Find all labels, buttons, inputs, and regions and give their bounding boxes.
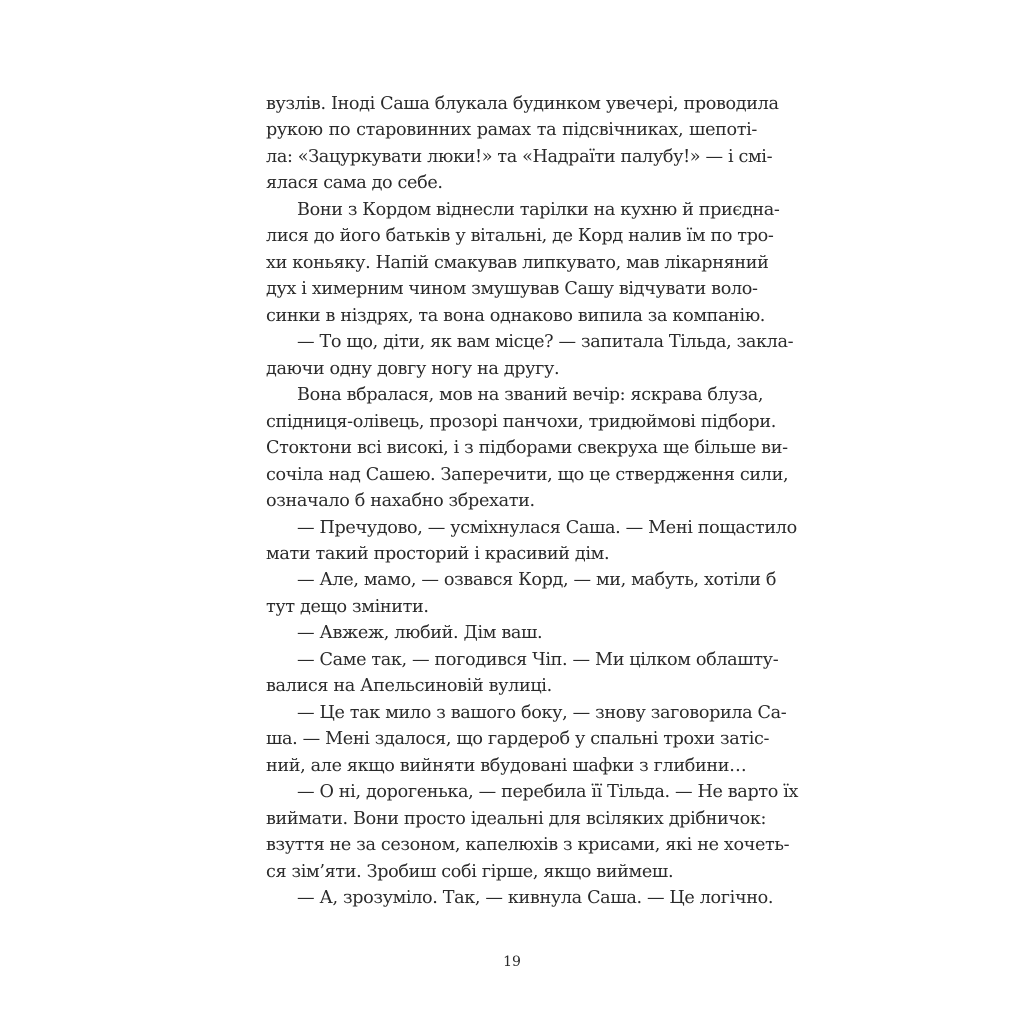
text-line: ша. — Мені здалося, що гардероб у спальні трохи затіс- — [266, 729, 770, 750]
text-line: спідниця-олівець, прозорі панчохи, тридюймові підбори. — [266, 411, 776, 432]
text-line: Вони з Кордом віднесли тарілки на кухню й приєдна- — [297, 199, 780, 220]
text-line: означало б нахабно збрехати. — [266, 491, 535, 512]
paragraph — [266, 700, 787, 779]
text-line: ла: «Зацуркувати люки!» та «Надраїти палубу!» — і смі- — [266, 146, 773, 167]
text-line: тут дещо змінити. — [266, 596, 429, 617]
text-line: ний, але якщо вийняти вбудовані шафки з глибини… — [266, 755, 747, 776]
paragraph — [266, 647, 779, 700]
text-line: — То що, діти, як вам місце? — запитала Тільда, закла- — [297, 332, 794, 353]
text-line: хи коньяку. Напій смакував липкувато, мав лікарняний — [266, 252, 769, 273]
text-line: — Це так мило з вашого боку, — знову заговорила Са- — [297, 702, 787, 723]
text-line: ся зім’яти. Зробиш собі гірше, якщо виймеш. — [266, 861, 674, 882]
text-line: — Авжеж, любий. Дім ваш. — [297, 623, 543, 644]
text-line: рукою по старовинних рамах та підсвічниках, шепоті- — [266, 120, 757, 141]
text-line: даючи одну довгу ногу на другу. — [266, 358, 560, 379]
text-line: — Але, мамо, — озвався Корд, — ми, мабуть, хотіли б — [297, 570, 777, 591]
paragraph — [266, 197, 780, 329]
paragraph — [266, 567, 777, 620]
text-line: взуття не за сезоном, капелюхів з крисами, які не хочеть- — [266, 835, 790, 856]
paragraph — [266, 779, 799, 885]
text-line: виймати. Вони просто ідеальні для всіляких дрібничок: — [266, 808, 767, 829]
text-line: Стоктони всі високі, і з підборами свекруха ще більше ви- — [266, 438, 788, 459]
paragraph — [266, 620, 757, 646]
text-line: мати такий просторий і красивий дім. — [266, 543, 610, 564]
text-line: — А, зрозуміло. Так, — кивнула Саша. — Це логічно. — [297, 888, 774, 909]
paragraph — [266, 91, 779, 197]
page-number: 19 — [503, 954, 521, 970]
text-line: валися на Апельсиновій вулиці. — [266, 676, 552, 697]
paragraph — [266, 329, 794, 382]
text-line: Вона вбралася, мов на званий вечір: яскрава блуза, — [297, 385, 764, 406]
paragraph — [266, 885, 774, 911]
text-line: сочіла над Сашею. Заперечити, що це ствердження сили, — [266, 464, 789, 485]
paragraph — [266, 515, 797, 568]
page-body-text — [266, 91, 799, 912]
text-line: дух і химерним чином змушував Сашу відчувати воло- — [266, 279, 758, 300]
text-line: — Пречудово, — усміхнулася Саша. — Мені пощастило — [297, 517, 797, 538]
text-line: — Саме так, — погодився Чіп. — Ми цілком облашту- — [297, 649, 779, 670]
text-line: ялася сама до себе. — [266, 173, 443, 194]
paragraph — [266, 382, 789, 514]
text-line: — О ні, дорогенька, — перебила її Тільда. — Не варто їх — [297, 782, 799, 803]
text-line: синки в ніздрях, та вона однаково випила за компанію. — [266, 305, 766, 326]
text-line: вузлів. Іноді Саша блукала будинком увечері, проводила — [266, 94, 779, 114]
text-line: лися до його батьків у вітальні, де Корд налив їм по тро- — [266, 226, 774, 247]
